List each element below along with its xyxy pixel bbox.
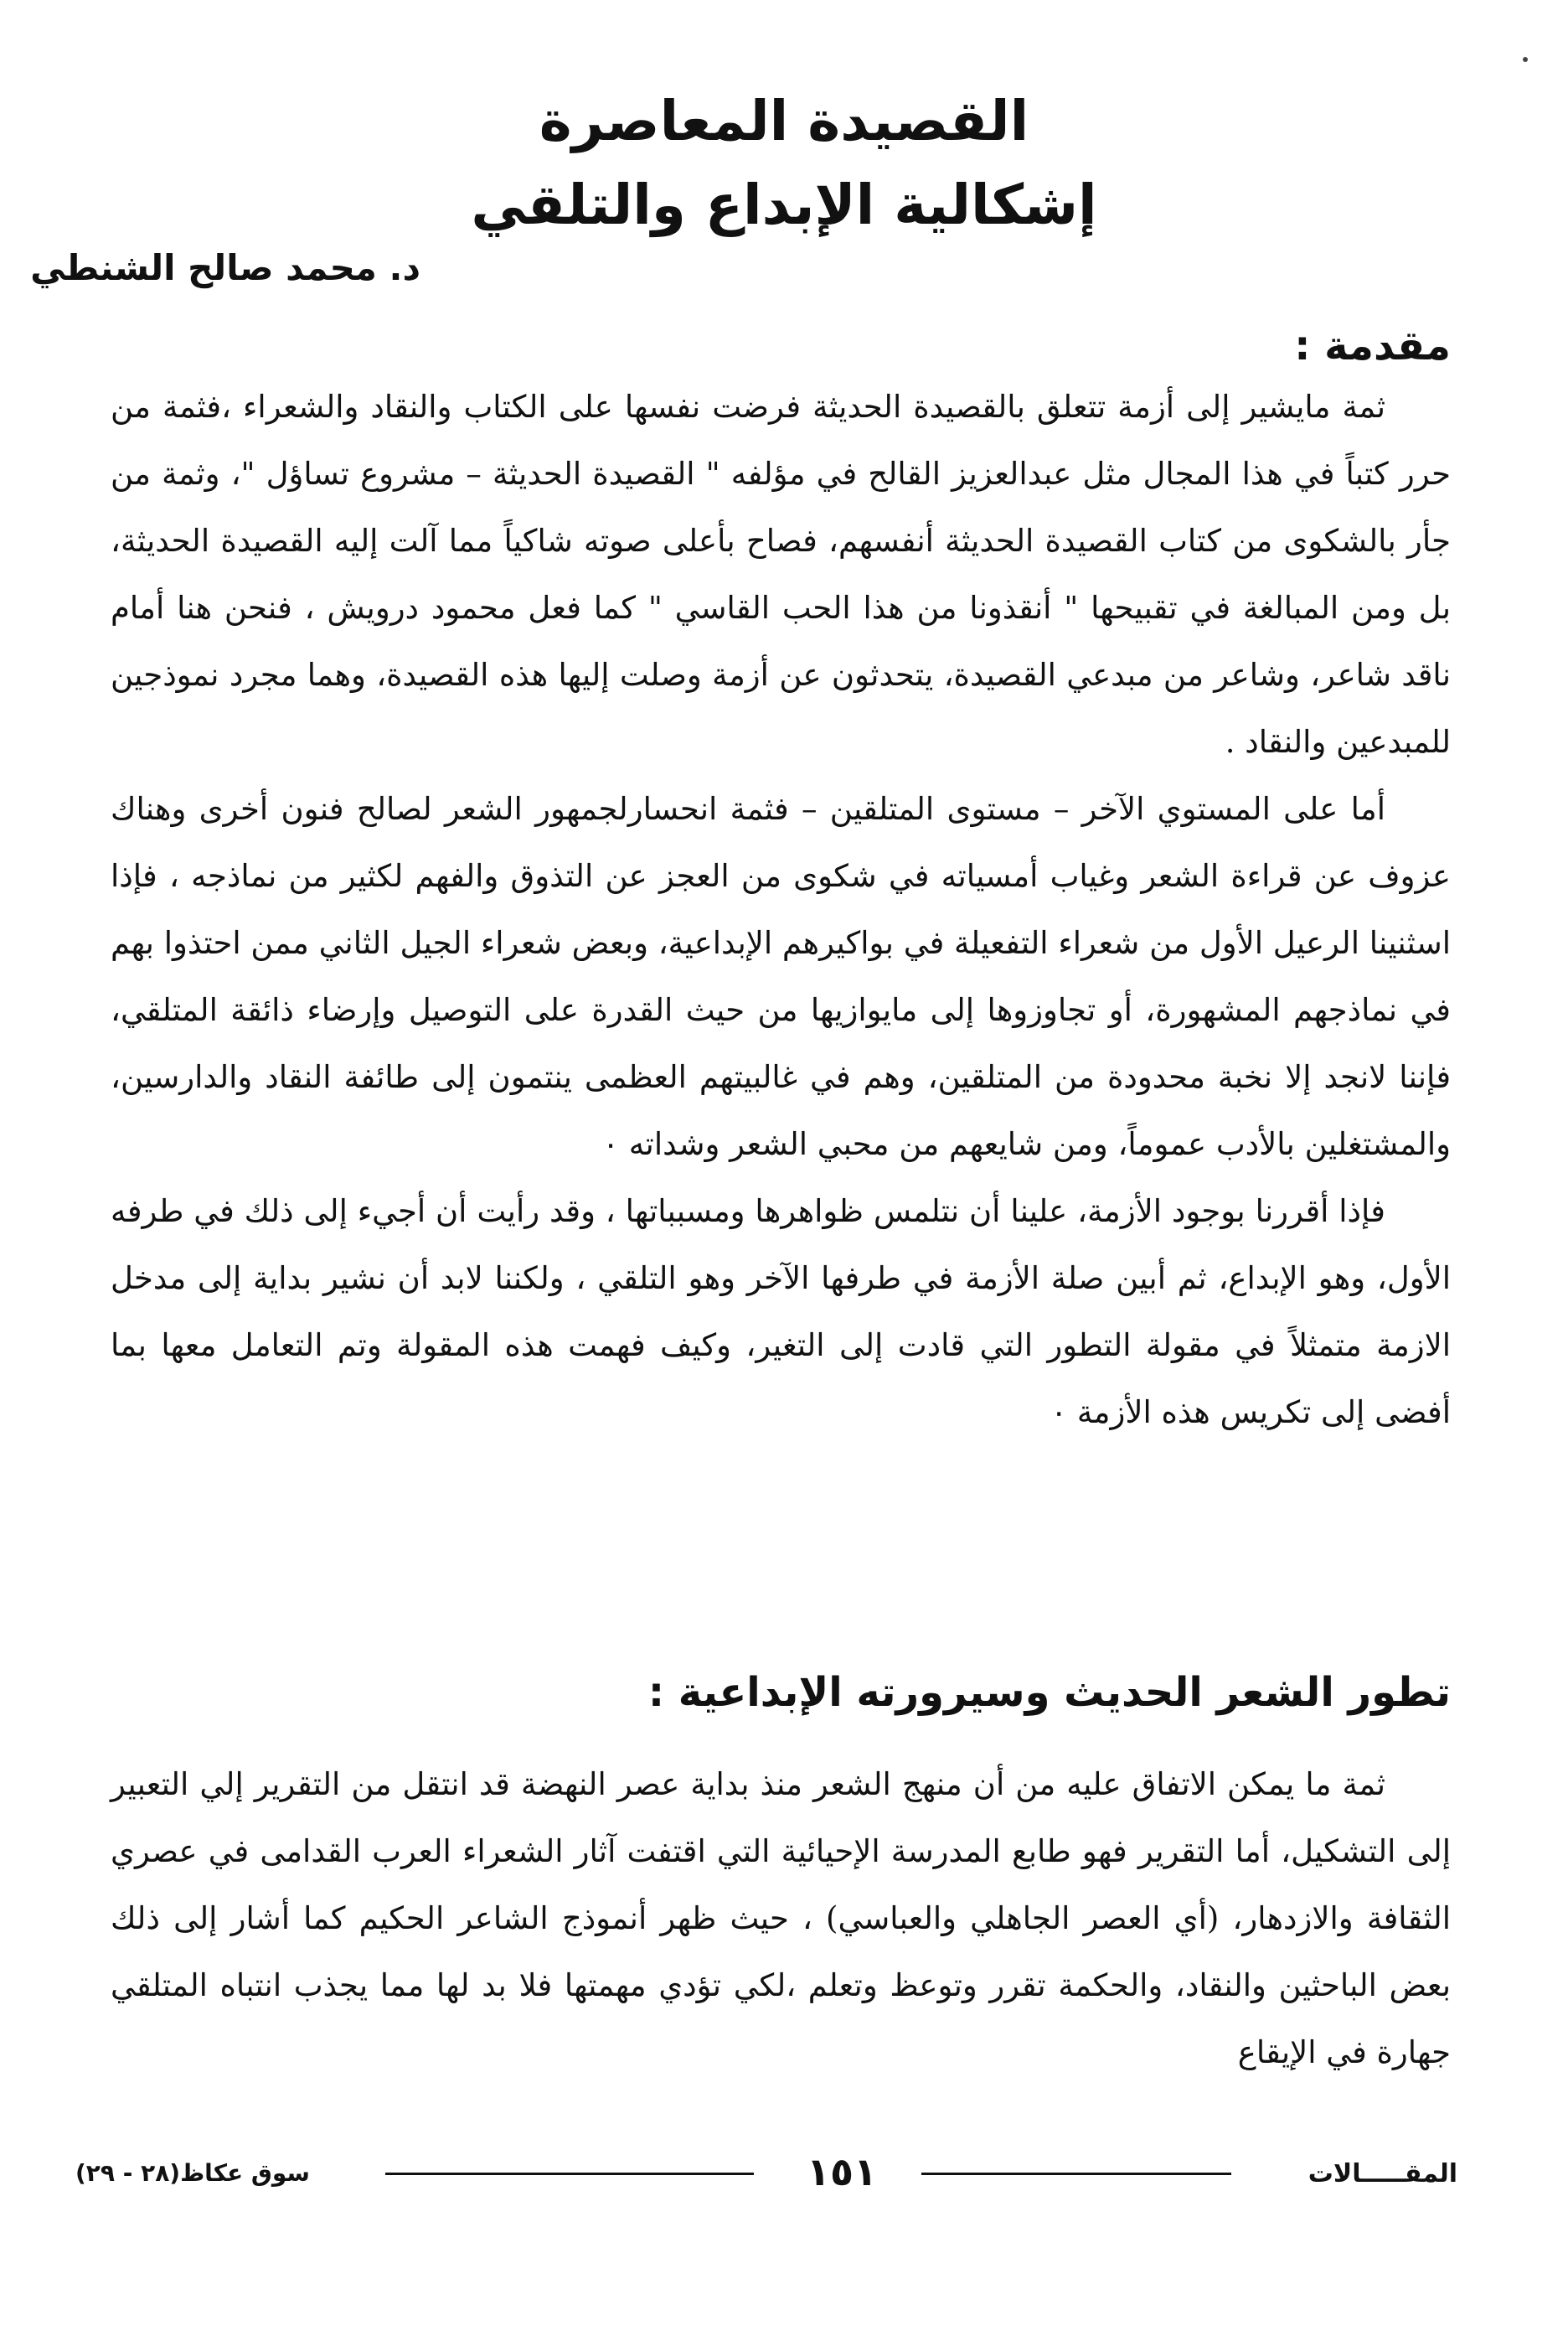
footer-journal: سوق عكاظ(٢٨ - ٢٩) bbox=[75, 2159, 310, 2187]
author-name: د. محمد صالح الشنطي bbox=[30, 247, 420, 288]
scan-speck bbox=[1523, 57, 1528, 62]
section-body-introduction bbox=[111, 374, 1451, 1446]
title-block bbox=[0, 80, 1568, 247]
footer-section-label: المقـــــالات bbox=[1308, 2159, 1457, 2188]
paragraph: فإذا أقررنا بوجود الأزمة، علينا أن نتلمس ظواهرها ومسبباتها ، وقد رأيت أن أجيء إلى ذلك في طرفه الأول، وهو الإبداع، ثم أبين صلة الأزمة في طرفها الآخر وهو التلقي ، ولكننا لابد أن نشير بداية إلى مدخل الازمة متمثلاً في مقولة التطور التي قادت إلى التغير، وكيف فهمت هذه المقولة وتم التعامل معها بما أفضى إلى تكريس هذه الأزمة ٠ bbox=[111, 1193, 1451, 1430]
article-title: القصيدة المعاصرة bbox=[539, 89, 1029, 153]
article-subtitle: إشكالية الإبداع والتلقي bbox=[471, 173, 1097, 237]
paragraph: أما على المستوي الآخر – مستوى المتلقين – فثمة انحسارلجمهور الشعر لصالح فنون أخرى وهناك عزوف عن قراءة الشعر وغياب أمسياته في شكوى من العجز عن التذوق والفهم لكثير من نماذجه ، فإذا اسثنينا الرعيل الأول من شعراء التفعيلة في بواكيرهم الإبداعية، وبعض شعراء الجيل الثاني ممن احتذوا بهم في نماذجهم المشهورة، أو تجاوزوها إلى مايوازيها من حيث القدرة على التوصيل وإرضاء ذائقة المتلقي، فإننا لانجد إلا نخبة محدودة من المتلقين، وهم في غالبيتهم العظمى ينتمون إلى طائفة النقاد والدارسين، والمشتغلين بالأدب عموماً، ومن شايعهم من محبي الشعر وشداته ٠ bbox=[111, 791, 1451, 1162]
paragraph: ثمة مايشير إلى أزمة تتعلق بالقصيدة الحديثة فرضت نفسها على الكتاب والنقاد والشعراء ،فثمة من حرر كتباً في هذا المجال مثل عبدالعزيز القالح في مؤلفه " القصيدة الحديثة – مشروع تساؤل "، وثمة من جأر بالشكوى من كتاب القصيدة الحديثة أنفسهم، فصاح بأعلى صوته شاكياً مما آلت إليه القصيدة الحديثة، بل ومن المبالغة في تقبيحها " أنقذونا من هذا الحب القاسي " كما فعل محمود درويش ، فنحن هنا أمام ناقد شاعر، وشاعر من مبدعي القصيدة، يتحدثون عن أزمة وصلت إليها هذه القصيدة، وهما مجرد نموذجين للمبدعين والنقاد . bbox=[111, 389, 1451, 760]
footer-rule bbox=[921, 2173, 1231, 2175]
page-number: ١٥١ bbox=[806, 2149, 878, 2194]
paragraph: ثمة ما يمكن الاتفاق عليه من أن منهج الشعر منذ بداية عصر النهضة قد انتقل من التقرير إلي التعبير إلى التشكيل، أما التقرير فهو طابع المدرسة الإحيائية التي اقتفت آثار الشعراء العرب القدامى في عصري الثقافة والازدهار، (أي العصر الجاهلي والعباسي) ، حيث ظهر أنموذج الشاعر الحكيم كما أشار إلى ذلك بعض الباحثين والنقاد، والحكمة تقرر وتوعظ وتعلم ،لكي تؤدي مهمتها فلا بد لها مما يجذب انتباه المتلقي جهارة في الإيقاع bbox=[111, 1766, 1451, 2070]
section-heading-introduction: مقدمة : bbox=[1294, 323, 1451, 369]
page-footer bbox=[75, 2149, 1457, 2199]
section-heading-evolution: تطور الشعر الحديث وسيرورته الإبداعية : bbox=[647, 1669, 1451, 1716]
section-body-evolution bbox=[111, 1751, 1451, 2086]
footer-rule bbox=[385, 2173, 754, 2175]
